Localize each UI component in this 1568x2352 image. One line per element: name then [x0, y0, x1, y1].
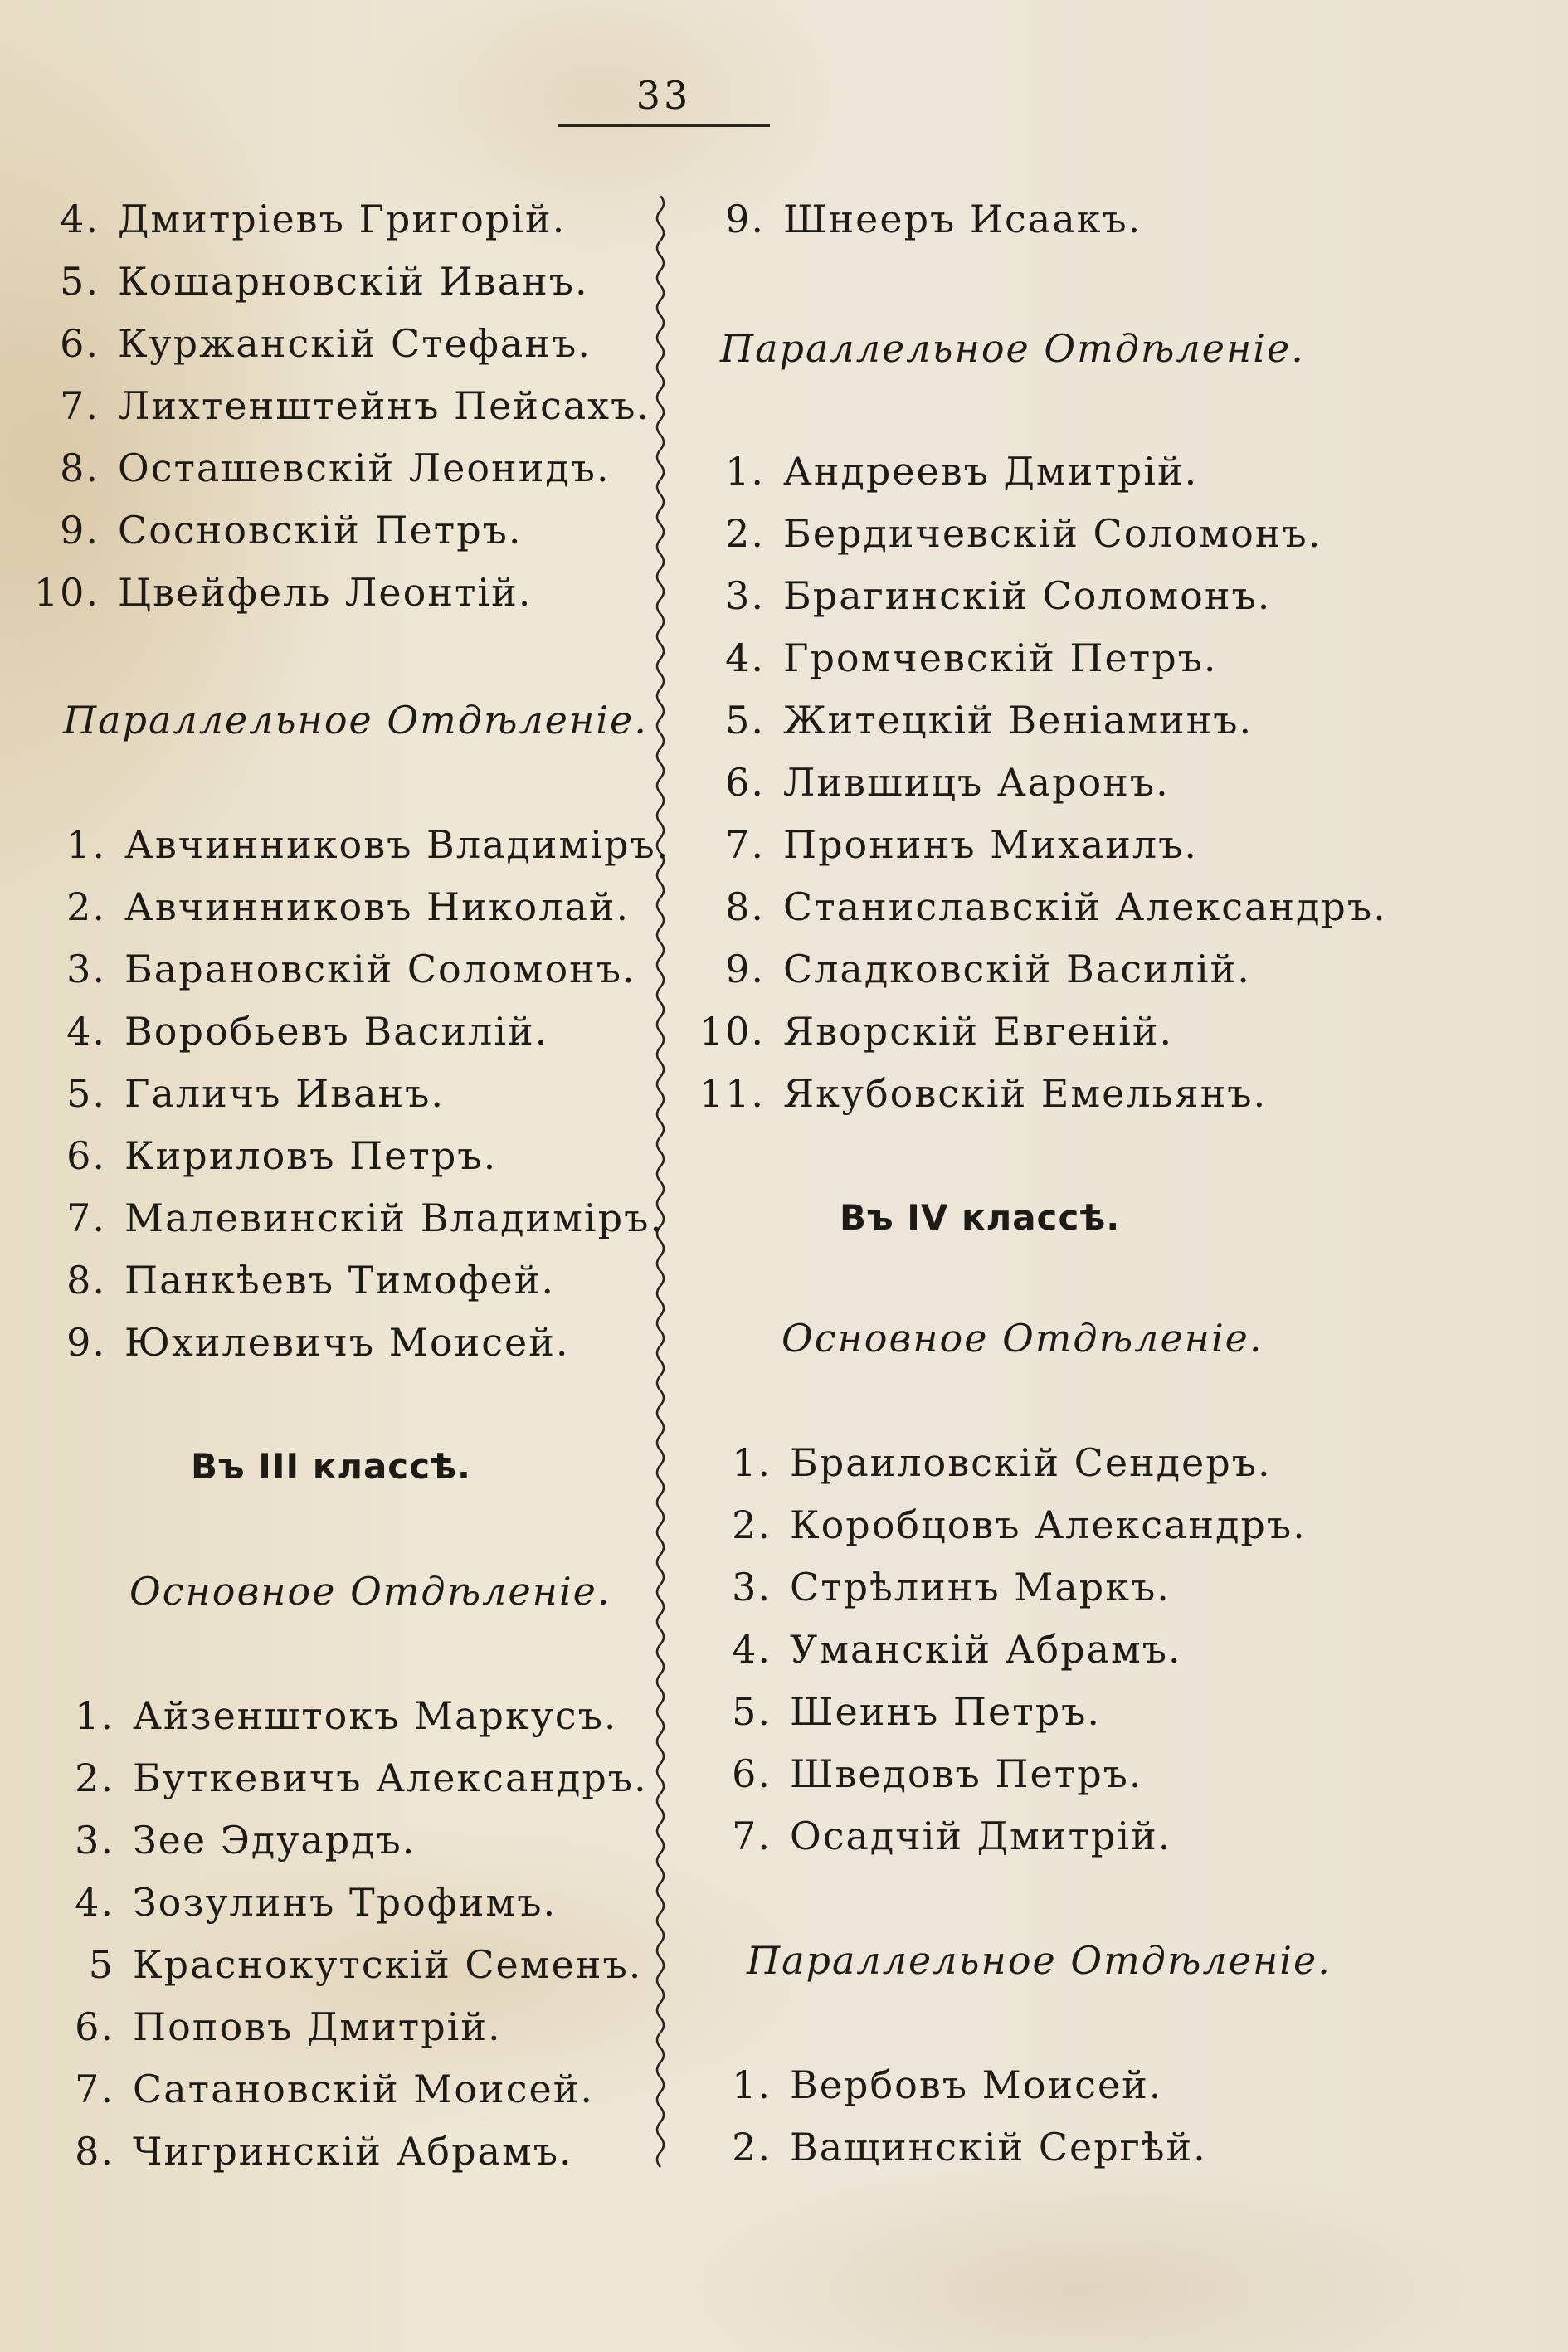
list-item: 6. Шведовъ Петръ. — [732, 1751, 1143, 1796]
list-item: 2. Ващинскій Сергѣй. — [732, 2125, 1207, 2169]
class-heading: Въ IV классѣ. — [840, 1197, 1121, 1238]
list-item: 7. Сатановскій Моисей. — [75, 2067, 594, 2111]
list-item: 4. Воробьевъ Василій. — [66, 1009, 549, 1054]
list-item: 1. Браиловскій Сендеръ. — [732, 1440, 1272, 1485]
list-item: 6. Лившицъ Ааронъ. — [725, 760, 1170, 805]
list-item: 11. Якубовскій Емельянъ. — [699, 1071, 1268, 1116]
list-item: 9. Сосновскій Петръ. — [60, 508, 523, 553]
wavy-column-divider — [644, 196, 677, 2179]
list-item: 5. Шеинъ Петръ. — [732, 1689, 1102, 1734]
list-item: 2. Коробцовъ Александръ. — [732, 1502, 1307, 1547]
section-subheading: Основное Отдѣленіе. — [129, 1569, 611, 1614]
list-item: 3. Барановскій Соломонъ. — [66, 947, 636, 991]
list-item: 9. Юхилевичъ Моисей. — [66, 1320, 570, 1365]
list-item: 5. Житецкій Веніаминъ. — [725, 698, 1254, 743]
list-item: 4. Дмитріевъ Григорій. — [60, 197, 567, 241]
list-item: 10. Яворскій Евгеній. — [699, 1009, 1174, 1054]
list-item: 9. Сладковскій Василій. — [725, 947, 1251, 991]
list-item: 6. Кириловъ Петръ. — [66, 1133, 498, 1178]
list-item: 3. Брагинскій Соломонъ. — [725, 573, 1272, 618]
page-number: 33 — [635, 73, 692, 118]
list-item: 2. Буткевичъ Александръ. — [75, 1755, 648, 1800]
list-item: 7. Осадчій Дмитрій. — [732, 1814, 1172, 1858]
list-item: 8. Осташевскій Леонидъ. — [60, 446, 611, 490]
list-item: 8. Чигринскій Абрамъ. — [75, 2129, 573, 2174]
list-item: 8. Панкѣевъ Тимофей. — [66, 1258, 556, 1303]
section-subheading: Основное Отдѣленіе. — [782, 1316, 1264, 1361]
list-item: 10. Цвейфель Леонтій. — [33, 570, 533, 615]
list-item: 3. Стрѣлинъ Маркъ. — [732, 1565, 1171, 1609]
list-item: 2. Бердичевскій Соломонъ. — [725, 511, 1322, 556]
list-item: 2. Авчинниковъ Николай. — [66, 884, 631, 929]
list-item: 1. Андреевъ Дмитрій. — [725, 449, 1199, 494]
list-item: 6. Поповъ Дмитрій. — [75, 2004, 502, 2049]
list-item: 9. Шнееръ Исаакъ. — [725, 197, 1142, 241]
list-item: 4. Зозулинъ Трофимъ. — [75, 1880, 558, 1925]
section-subheading: Параллельное Отдѣленіе. — [63, 698, 648, 743]
list-item: 4. Громчевскій Петръ. — [725, 635, 1218, 680]
list-item: 5. Галичъ Иванъ. — [66, 1071, 446, 1116]
list-item: 1. Авчинниковъ Владиміръ. — [66, 822, 670, 867]
list-item: 6. Куржанскій Стефанъ. — [60, 321, 592, 366]
list-item: 7. Пронинъ Михаилъ. — [725, 822, 1199, 867]
list-item: 4. Уманскій Абрамъ. — [732, 1627, 1182, 1672]
class-heading: Въ III классѣ. — [191, 1446, 471, 1487]
list-item: 1. Вербовъ Моисей. — [732, 2062, 1163, 2107]
page-number-rule — [558, 124, 770, 127]
list-item: 7. Малевинскій Владиміръ. — [66, 1195, 664, 1240]
list-item: 7. Лихтенштейнъ Пейсахъ. — [60, 383, 650, 428]
list-item: 3. Зее Эдуардъ. — [75, 1818, 416, 1863]
section-subheading: Параллельное Отдѣленіе. — [747, 1938, 1332, 1983]
list-item: 1. Айзенштокъ Маркусъ. — [75, 1693, 618, 1738]
list-item: 5. Кошарновскій Иванъ. — [60, 259, 589, 304]
list-item: 5 Краснокутскій Семенъ. — [88, 1942, 643, 1987]
section-subheading: Параллельное Отдѣленіе. — [720, 326, 1305, 371]
list-item: 8. Станиславскій Александръ. — [725, 884, 1387, 929]
